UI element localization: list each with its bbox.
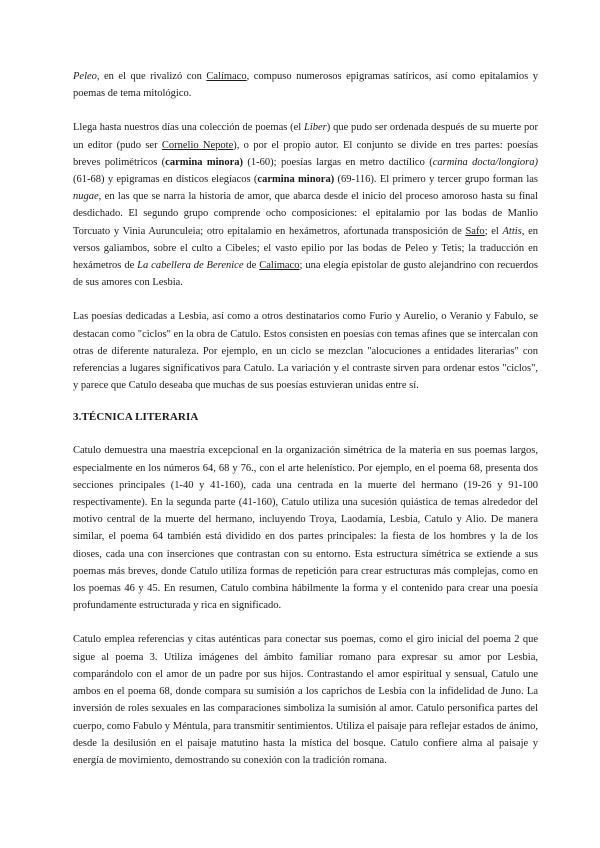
carmina-minora-bold: carmina minora) bbox=[165, 156, 244, 168]
section-heading: 3.TÉCNICA LITERARIA bbox=[73, 411, 199, 424]
link-cornelio-nepote[interactable]: Cornelio Nepote bbox=[161, 139, 234, 151]
nugae-italic: nugae bbox=[73, 191, 99, 203]
link-calimaco[interactable]: Calímaco bbox=[206, 71, 247, 82]
link-safo[interactable]: Safo bbox=[465, 225, 485, 237]
paragraph-simetria: Catulo demuestra una maestría excepcional en la organización simétrica de la materia en sus poemas largos, especialmente en los números 64, 68 y 76., con el arte helenístico. Por ejemplo, en el poema 68, presenta dos secciones principales (1-40 y 41-160), cada una centrada en la muerte del hermano (19-26 y 91-100 respectivamente). En la segunda parte (41-160), Catulo utiliza una sucesión quiástica de temas alrededor del motivo central de la muerte del hermano, incluyendo Troya, Laodamía, Lesbia, Catulo y Alio. De manera similar, el poema 64 también está dividido en dos partes principales: la fiesta de los hombres y la de los dioses, cada una con inserciones que contrastan con su entorno. Esta estructura simétrica se extiende a sus poemas más breves, donde Catulo utiliza formas de repetición para crear estructuras más complejas, como en los poemas 46 y 45. En resumen, Catulo combina hábilmente la forma y el contenido para crear una poesía profundamente estructurada y rica en significado. bbox=[73, 445, 538, 612]
link-calimaco-2[interactable]: Calímaco bbox=[259, 260, 300, 272]
cabellera-berenice-italic: La cabellera de Berenice bbox=[137, 260, 244, 272]
text-span: de bbox=[243, 260, 260, 272]
text-span: (61-68) y epigramas en dísticos elegíacos ( bbox=[73, 174, 258, 186]
text-span: (69-116). El primero y tercer grupo forman las bbox=[334, 174, 538, 186]
paragraph-liber bbox=[73, 119, 538, 291]
text-span: ; el bbox=[484, 225, 503, 237]
text-span: (1-60); poesías largas en metro dactílico ( bbox=[243, 156, 433, 168]
paragraph-referencias: Catulo emplea referencias y citas auténticas para conectar sus poemas, como el giro inicial del poema 2 que sigue al poema 3. Utiliza imágenes del ámbito familiar romano para expresar su amor por Lesbia, comparándolo con el amor de un padre por sus hijos. Contrastando el amor espiritual y sensual, Catulo une ambos en el poema 68, donde compara su sumisión a los caprichos de Lesbia con la infidelidad de Juno. La inversión de roles sexuales en las comparaciones simboliza la sumisión al amor. Catulo personifica partes del cuerpo, como Fabulo y Méntula, para transmitir sentimientos. Utiliza el paisaje para reflejar estados de ánimo, desde la desilusión en el paisaje matutino hasta la mística del bosque. Catulo confiere alma al paisaje y energía de movimiento, demostrando su conexión con la tradición romana. bbox=[73, 634, 538, 766]
text-span: , en las que se narra la historia de amor, que abarca desde el inicio del proceso amoroso hasta su final desdichado. El segundo grupo comprende ocho composiciones: el epitalamio por las bodas de Manlio Torcuato y Vinia Aurunculeia; otro epitalamio en hexámetros, afortunada transposición de bbox=[73, 191, 538, 237]
text-span: ), o por el propio autor. El conjunto se divide en tres partes: poesías breves polimétricos ( bbox=[73, 139, 538, 168]
peleo-italic: Peleo bbox=[73, 71, 97, 82]
text-span: ) que pudo ser ordenada después de su muerte por un editor (pudo ser bbox=[73, 122, 538, 151]
text-span: , en el que rivalizó con bbox=[96, 71, 207, 82]
carmina-minora-bold-2: carmina minora) bbox=[257, 174, 335, 186]
liber-italic: Liber bbox=[304, 122, 327, 134]
text-span: , compuso numerosos epigramas satíricos, así como epitalamios y poemas de tema mitológico. bbox=[73, 71, 538, 100]
text-span: ; una elegía epistolar de gusto alejandrino con recuerdos de sus amores con Lesbia. bbox=[73, 260, 538, 289]
paragraph-peleo bbox=[73, 68, 538, 102]
paragraph-ciclos: Las poesías dedicadas a Lesbia, así como a otros destinatarios como Furio y Aurelio, o Veranio y Fabulo, se destacan como "ciclos" en la obra de Catulo. Estos consisten en poesías con temas afines que se intercalan con otras de diferente naturaleza. Por ejemplo, en un ciclo se mezclan "alocuciones a entidades literarias" con referencias a lugares significativos para Catulo. La variación y el contraste sirven para ordenar estos "ciclos", y parece que Catulo deseaba que muchas de sus poesías estuvieran unidas entre sí. bbox=[73, 311, 538, 392]
carmina-docta-italic: carmina docta/longiora) bbox=[432, 156, 538, 168]
text-span: Llega hasta nuestros días una colección de poemas (el bbox=[73, 122, 305, 134]
text-span: , en versos galiambos, sobre el culto a Cibeles; el vasto epilio por las bodas de Peleo y Tetis; la traducción en hexámetros de bbox=[73, 225, 538, 272]
attis-italic: Attis bbox=[502, 225, 522, 237]
